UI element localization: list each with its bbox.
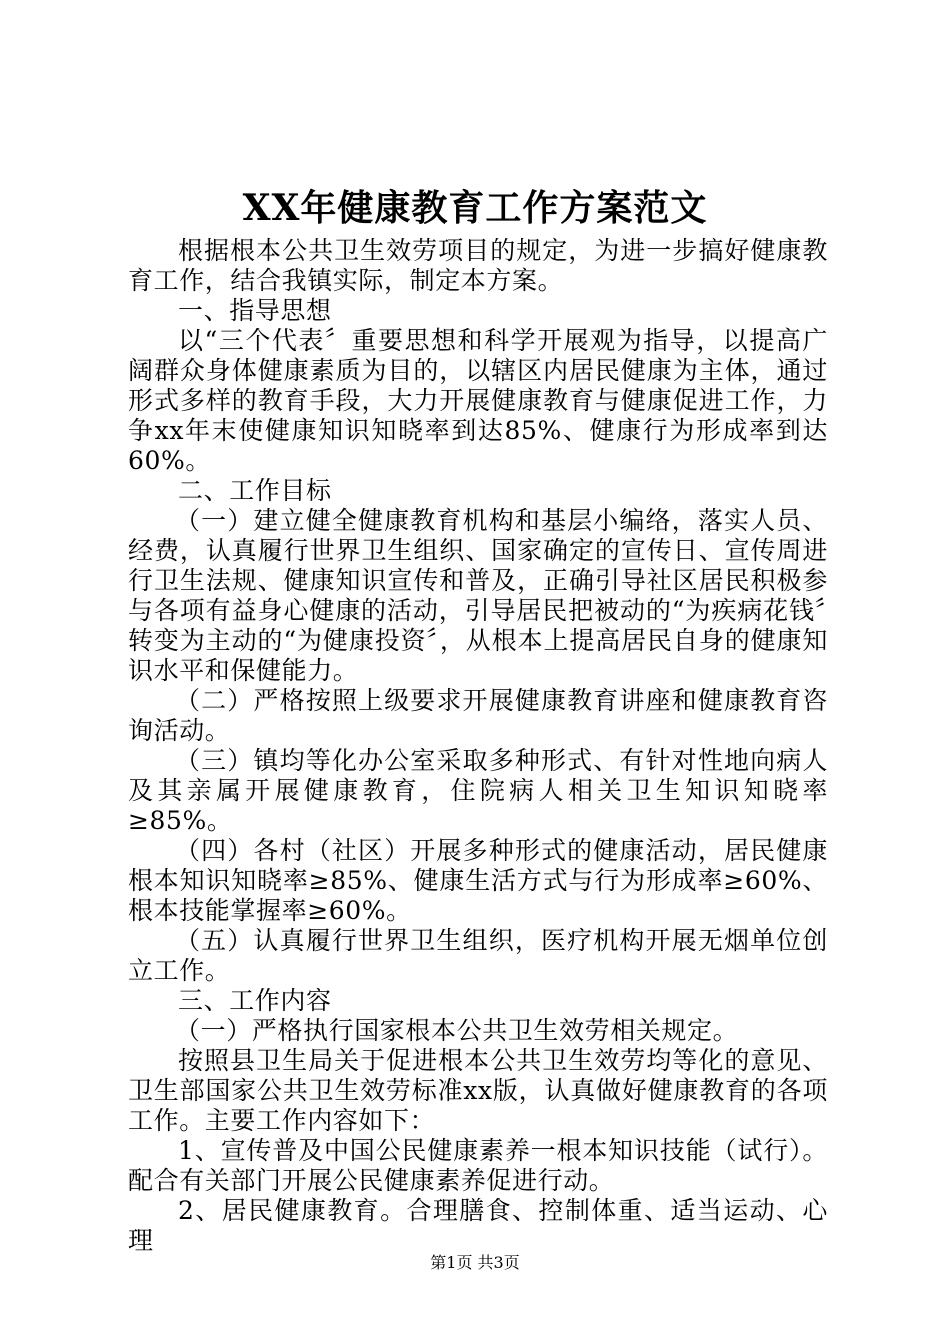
- body-paragraph: 按照县卫生局关于促进根本公共卫生效劳均等化的意见、卫生部国家公共卫生效劳标准xx版，认真做好健康教育的各项工作。主要工作内容如下：: [128, 1046, 828, 1135]
- section-heading: 三、工作内容: [178, 986, 332, 1015]
- page-footer: 第1页 共3页: [430, 1253, 520, 1272]
- section-heading: 二、工作目标: [178, 476, 332, 505]
- document-title: XX年健康教育工作方案范文: [242, 187, 708, 229]
- document-body: [128, 236, 828, 1256]
- section-heading: 一、指导思想: [178, 296, 332, 325]
- body-paragraph: （二）严格按照上级要求开展健康教育讲座和健康教育咨询活动。: [128, 686, 828, 745]
- body-paragraph: （一）严格执行国家根本公共卫生效劳相关规定。: [175, 1016, 739, 1045]
- body-paragraph: 以“三个代表〞重要思想和科学开展观为指导，以提高广阔群众身体健康素质为目的，以辖区内居民健康为主体，通过形式多样的教育手段，大力开展健康教育与健康促进工作，力争xx年末使健康知识知晓率到达85%、健康行为形成率到达60%。: [128, 326, 828, 475]
- body-paragraph: （四）各村（社区）开展多种形式的健康活动，居民健康根本知识知晓率≥85%、健康生活方式与行为形成率≥60%、根本技能掌握率≥60%。: [128, 836, 828, 925]
- body-paragraph: （三）镇均等化办公室采取多种形式、有针对性地向病人及其亲属开展健康教育，住院病人相关卫生知识知晓率≥85%。: [128, 746, 828, 835]
- intro-paragraph: 根据根本公共卫生效劳项目的规定，为进一步搞好健康教育工作，结合我镇实际，制定本方案。: [128, 236, 828, 295]
- body-paragraph: （一）建立健全健康教育机构和基层小编络，落实人员、经费，认真履行世界卫生组织、国家确定的宣传日、宣传周进行卫生法规、健康知识宣传和普及，正确引导社区居民积极参与各项有益身心健康的活动，引导居民把被动的“为疾病花钱〞转变为主动的“为健康投资〞，从根本上提高居民自身的健康知识水平和保健能力。: [128, 506, 828, 685]
- body-paragraph: 1、宣传普及中国公民健康素养一根本知识技能（试行）。配合有关部门开展公民健康素养促进行动。: [128, 1136, 828, 1195]
- body-paragraph: （五）认真履行世界卫生组织，医疗机构开展无烟单位创立工作。: [128, 926, 828, 985]
- body-paragraph: 2、居民健康教育。合理膳食、控制体重、适当运动、心理: [128, 1196, 828, 1255]
